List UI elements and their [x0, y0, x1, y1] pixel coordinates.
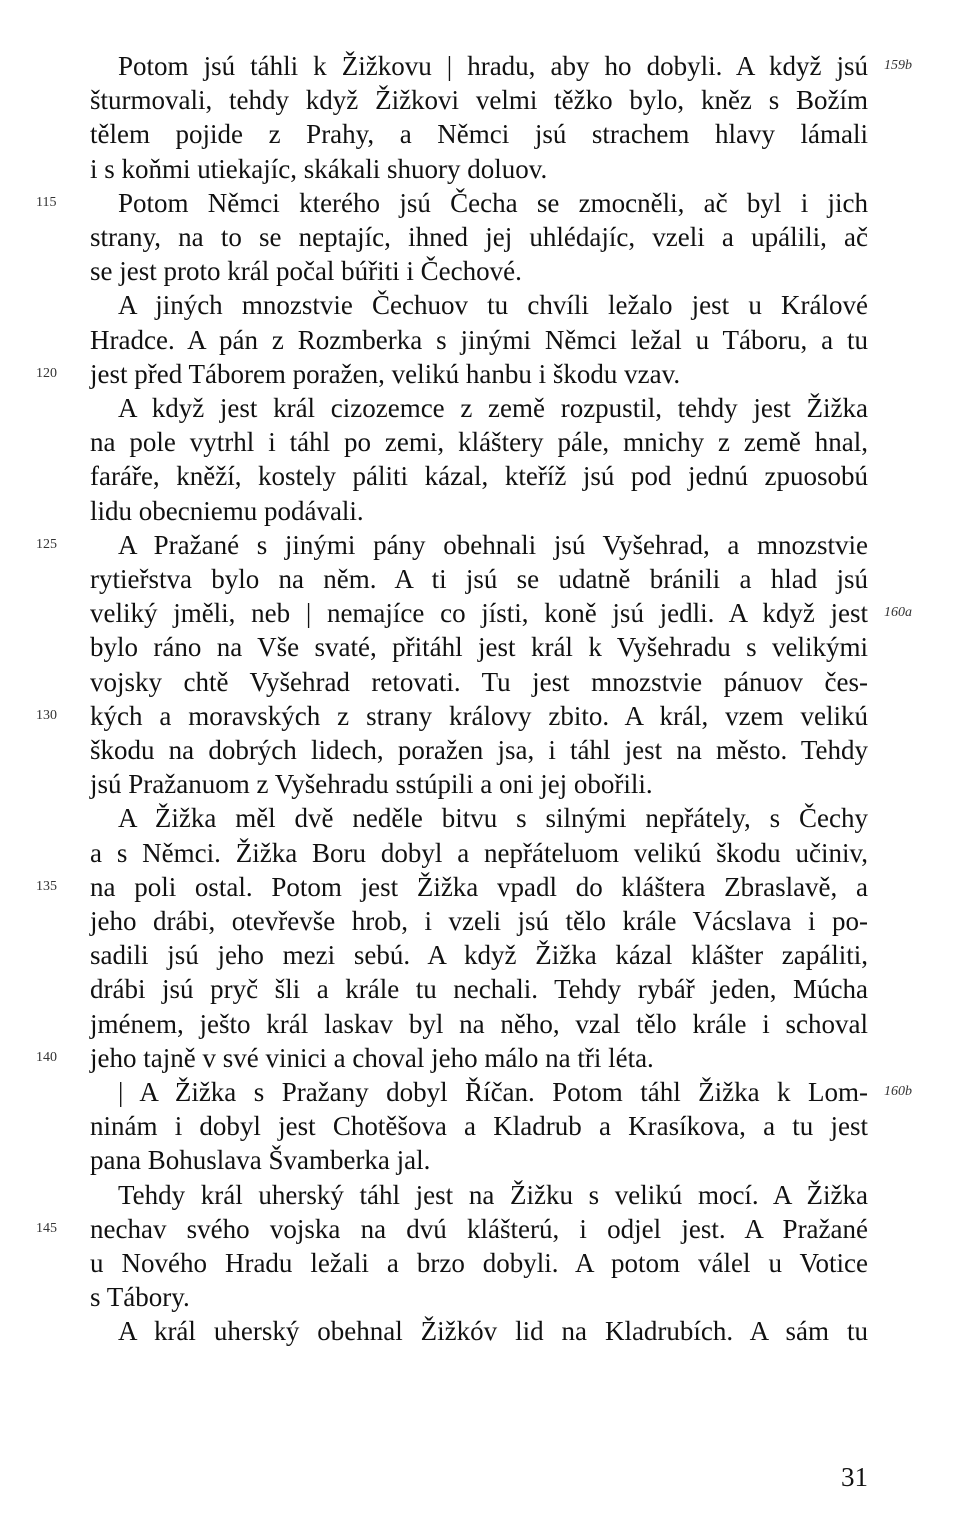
- text-line: sadili jsú jeho mezi sebú. A když Žižka kázal klášter zapáliti,: [90, 940, 868, 971]
- text-line: lidu obecniemu podávali.: [90, 495, 364, 526]
- text-line: u Nového Hradu ležali a brzo dobyli. A potom válel u Votice: [90, 1248, 868, 1278]
- text-line: Potom jsú táhli k Žižkovu | hradu, aby ho dobyli. A když jsú: [118, 51, 868, 81]
- line-number: 135: [36, 878, 57, 894]
- text-line: strany, na to se neptajíc, ihned jej uhlédajíc, vzeli a upálili, ač: [90, 222, 868, 252]
- text-line: A král uherský obehnal Žižkóv lid na Kladrubích. A sám tu: [118, 1316, 868, 1347]
- text-line: na poli ostal. Potom jest Žižka vpadl do kláštera Zbraslavě, a: [90, 871, 868, 902]
- line-number: 120: [36, 365, 57, 381]
- text-line: bylo ráno na Vše svaté, přitáhl jest král k Vyšehradu s velikými: [90, 632, 868, 663]
- text-line: A když jest král cizozemce z země rozpustil, tehdy jest Žižka: [118, 393, 868, 423]
- folio-marker: 159b: [884, 58, 912, 73]
- text-line: Tehdy král uherský táhl jest na Žižku s velikú mocí. A Žižka: [118, 1179, 868, 1210]
- text-line: veliký jměli, neb | nemajíce co jísti, koně jsú jedli. A když jest: [90, 598, 868, 629]
- text-line: kých a moravských z strany královy zbito. A král, vzem velikú: [90, 700, 868, 731]
- page-number: 31: [841, 1462, 868, 1492]
- text-line: i s koňmi utiekajíc, skákali shuory doluov.: [90, 153, 548, 184]
- text-line: rytieřstva bylo na něm. A ti jsú se udatně bránili a hlad jsú: [90, 564, 868, 594]
- text-line: nechav svého vojska na dvú klášterú, i odjel jest. A Pražané: [90, 1213, 868, 1244]
- text-line: jest před Táborem poražen, velikú hanbu i škodu vzav.: [90, 358, 681, 389]
- text-line: A Žižka měl dvě neděle bitvu s silnými nepřátely, s Čechy: [118, 803, 868, 834]
- line-number: 140: [36, 1049, 57, 1065]
- text-line: s Tábory.: [90, 1282, 190, 1313]
- text-line: jeho tajně v své vinici a choval jeho málo na tři léta.: [90, 1042, 654, 1073]
- text-line: vojsky chtě Vyšehrad retovati. Tu jest mnozstvie pánuov čes-: [90, 666, 868, 697]
- text-line: | A Žižka s Pražany dobyl Říčan. Potom táhl Žižka k Lom-: [118, 1077, 868, 1107]
- text-line: Potom Němci kterého jsú Čecha se zmocněli, ač byl i jich: [118, 187, 868, 218]
- text-line: a s Němci. Žižka Boru dobyl a nepřáteluom velikú škodu učiniv,: [90, 837, 868, 868]
- text-line: tělem pojide z Prahy, a Němci jsú strachem hlavy lámali: [90, 119, 868, 150]
- text-line: jménem, ješto král laskav byl na něho, vzal tělo krále i schoval: [90, 1008, 868, 1039]
- text-line: A jiných mnozstvie Čechuov tu chvíli ležalo jest u Králové: [118, 290, 868, 321]
- text-line: jsú Pražanuom z Vyšehradu sstúpili a oni jej obořili.: [90, 769, 653, 800]
- text-line: faráře, kněží, kostely páliti kázal, kteříž jsú pod jednú zpuosobú: [90, 461, 868, 492]
- text-line: Hradce. A pán z Rozmberka s jinými Němci ležal u Táboru, a tu: [90, 324, 868, 355]
- text-line: ninám i dobyl jest Chotěšova a Kladrub a Krasíkova, a tu jest: [90, 1111, 868, 1142]
- text-line: na pole vytrhl i táhl po zemi, kláštery pále, mnichy z země hnal,: [90, 427, 868, 458]
- text-line: šturmovali, tehdy když Žižkovi velmi těžko bylo, kněz s Božím: [90, 85, 868, 116]
- folio-marker: 160b: [884, 1084, 912, 1099]
- text-line: jeho drábi, otevřevše hrob, i vzeli jsú tělo krále Vácslava i po-: [90, 906, 868, 936]
- line-number: 115: [36, 194, 57, 210]
- text-line: A Pražané s jinými pány obehnali jsú Vyšehrad, a mnozstvie: [118, 529, 868, 560]
- text-line: pana Bohuslava Švamberka jal.: [90, 1145, 431, 1176]
- line-number: 130: [36, 707, 57, 723]
- text-line: drábi jsú pryč šli a krále tu nechali. Tehdy rybář jeden, Múcha: [90, 974, 868, 1005]
- text-line: se jest proto král počal búřiti i Čechové.: [90, 256, 522, 287]
- text-line: škodu na dobrých lidech, poražen jsa, i táhl jest na město. Tehdy: [90, 735, 868, 765]
- folio-marker: 160a: [884, 605, 912, 621]
- line-number: 145: [36, 1220, 57, 1236]
- line-number: 125: [36, 536, 57, 552]
